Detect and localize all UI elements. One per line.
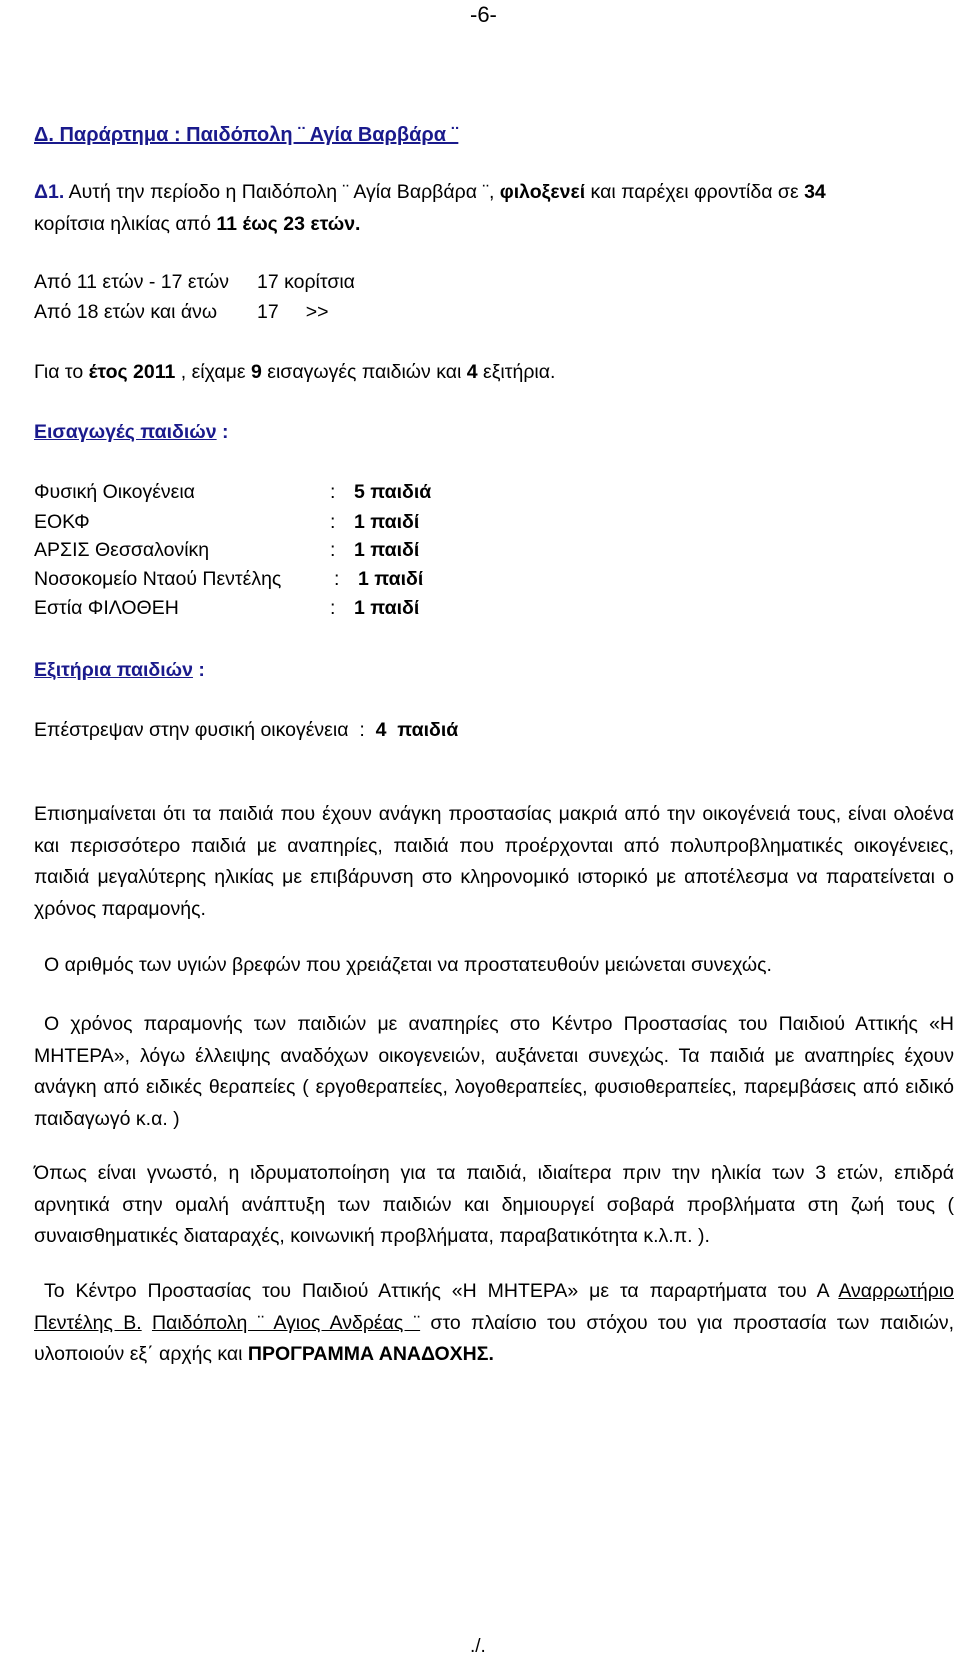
- intro-text-b: και παρέχει φροντίδα σε: [585, 181, 805, 203]
- admission-sep: :: [334, 568, 340, 590]
- admission-count: 5 παιδιά: [354, 481, 432, 503]
- paragraph-2: Ο αριθμός των υγιών βρεφών που χρειάζεται να προστατευθούν μειώνεται συνεχώς.: [44, 954, 772, 976]
- admission-count: 1 παιδί: [354, 511, 420, 533]
- paragraph-1: Επισημαίνεται ότι τα παιδιά που έχουν ανάγκη προστασίας μακριά από την οικογένειά τους, είναι ολοένα και περισσότερο παιδιά με αναπηρίες, παιδιά που προέρχονται από πολυπροβληματικές οικογένειες, παιδιά μεγαλύτερης ηλικίας με επιβάρυνση στο κληρονομικό ιστορικό με αποτέλεσμα να παρατείνεται ο χρόνος παραμονής.: [34, 803, 954, 920]
- admission-sep: :: [330, 597, 336, 619]
- year-text-b: , είχαμε: [175, 361, 251, 383]
- page-footer: ./.: [470, 1636, 486, 1657]
- admission-count: 1 παιδί: [354, 539, 420, 561]
- intro-line-1: [34, 178, 826, 206]
- year-text-a: Για το: [34, 361, 89, 383]
- discharges-count: 4: [466, 361, 478, 383]
- annex-b-link: Παιδόπολη ¨ Αγιος Ανδρέας ¨: [151, 1311, 421, 1334]
- para5-space: [142, 1312, 152, 1334]
- admission-source: Νοσοκομείο Νταού Πεντέλης: [34, 568, 282, 590]
- intro-line-2: [34, 210, 360, 238]
- year-value: έτος 2011: [88, 361, 176, 383]
- annex-a-link: Αναρρωτήριο Πεντέλης Β.: [34, 1280, 954, 1334]
- admission-count: 1 παιδί: [354, 597, 420, 619]
- admission-count: 1 παιδί: [358, 568, 424, 590]
- admissions-title-colon: :: [216, 421, 229, 443]
- section-title: Δ. Παράρτημα : Παιδόπολη ¨ Αγία Βαρβάρα ¨: [34, 124, 459, 146]
- year-text-d: εξιτήρια.: [477, 361, 556, 383]
- admissions-title: Εισαγωγές παιδιών: [34, 421, 217, 443]
- intro-number: Δ1.: [34, 181, 65, 203]
- intro-count: 34: [804, 181, 826, 203]
- discharge-count: 4 παιδιά: [375, 719, 459, 741]
- intro-text-c: κορίτσια ηλικίας από: [34, 213, 217, 235]
- paragraph-5: [34, 1276, 954, 1371]
- discharges-title: Εξιτήρια παιδιών: [34, 659, 193, 681]
- year-text-c: εισαγωγές παιδιών και: [261, 361, 467, 383]
- admissions-count: 9: [250, 361, 262, 383]
- page-number: -6-: [470, 2, 497, 27]
- intro-hosts: φιλοξενεί: [499, 181, 586, 203]
- paragraph-3: Ο χρόνος παραμονής των παιδιών με αναπηρίες στο Κέντρο Προστασίας του Παιδιού Αττικής «Η ΜΗΤΕΡΑ», λόγω έλλειψης αναδόχων οικογενειών, αυξάνεται συνεχώς. Τα παιδιά με αναπηρίες έχουν ανάγκη από ειδικές θεραπείες ( εργοθεραπείες, λογοθεραπείες, φυσιοθεραπείες, παρεμβάσεις από ειδικό παιδαγωγό κ.α. ): [34, 1013, 954, 1130]
- age-value-1: 17 κορίτσια: [257, 271, 355, 293]
- year-line: [34, 358, 555, 386]
- age-label-1: Από 11 ετών - 17 ετών: [34, 271, 230, 293]
- discharges-title-colon: :: [192, 659, 205, 681]
- age-value-2: 17 >>: [257, 301, 329, 323]
- paragraph-4: Όπως είναι γνωστό, η ιδρυματοποίηση για τα παιδιά, ιδιαίτερα πριν την ηλικία των 3 ετών, επιδρά αρνητικά στην ομαλή ανάπτυξη των παιδιών και δημιουργεί σοβαρά προβλήματα στη ζωή τους ( συναισθηματικές διαταραχές, κοινωνική προβλήματα, παραβατικότητα κ.λ.π. ).: [34, 1162, 954, 1247]
- intro-age-range: 11 έως 23 ετών.: [216, 213, 361, 235]
- admission-source: ΕΟΚΦ: [34, 511, 90, 533]
- admission-sep: :: [330, 481, 336, 503]
- admission-source: ΑΡΣΙΣ Θεσσαλονίκη: [34, 539, 210, 561]
- admission-source: Εστία ΦΙΛΟΘΕΗ: [34, 597, 179, 619]
- admission-sep: :: [330, 511, 336, 533]
- intro-text-a: Αυτή την περίοδο η Παιδόπολη ¨ Αγία Βαρβάρα ¨,: [64, 181, 500, 203]
- discharges-heading: [34, 656, 205, 684]
- discharge-text: Επέστρεψαν στην φυσική οικογένεια :: [34, 719, 376, 741]
- admission-source: Φυσική Οικογένεια: [34, 481, 195, 503]
- fostering-program: ΠΡΟΓΡΑΜΜΑ ΑΝΑΔΟΧΗΣ.: [247, 1343, 494, 1365]
- para5-text-b: στο πλαίσιο του στόχου του για προστασία των παιδιών, υλοποιούν εξ΄ αρχής και: [34, 1311, 954, 1365]
- age-label-2: Από 18 ετών και άνω: [34, 301, 218, 323]
- discharge-line: [34, 716, 458, 744]
- admissions-heading: [34, 418, 229, 446]
- admission-sep: :: [330, 539, 336, 561]
- para5-text-a: Το Κέντρο Προστασίας του Παιδιού Αττικής «Η ΜΗΤΕΡΑ» με τα παραρτήματα του Α: [44, 1280, 839, 1302]
